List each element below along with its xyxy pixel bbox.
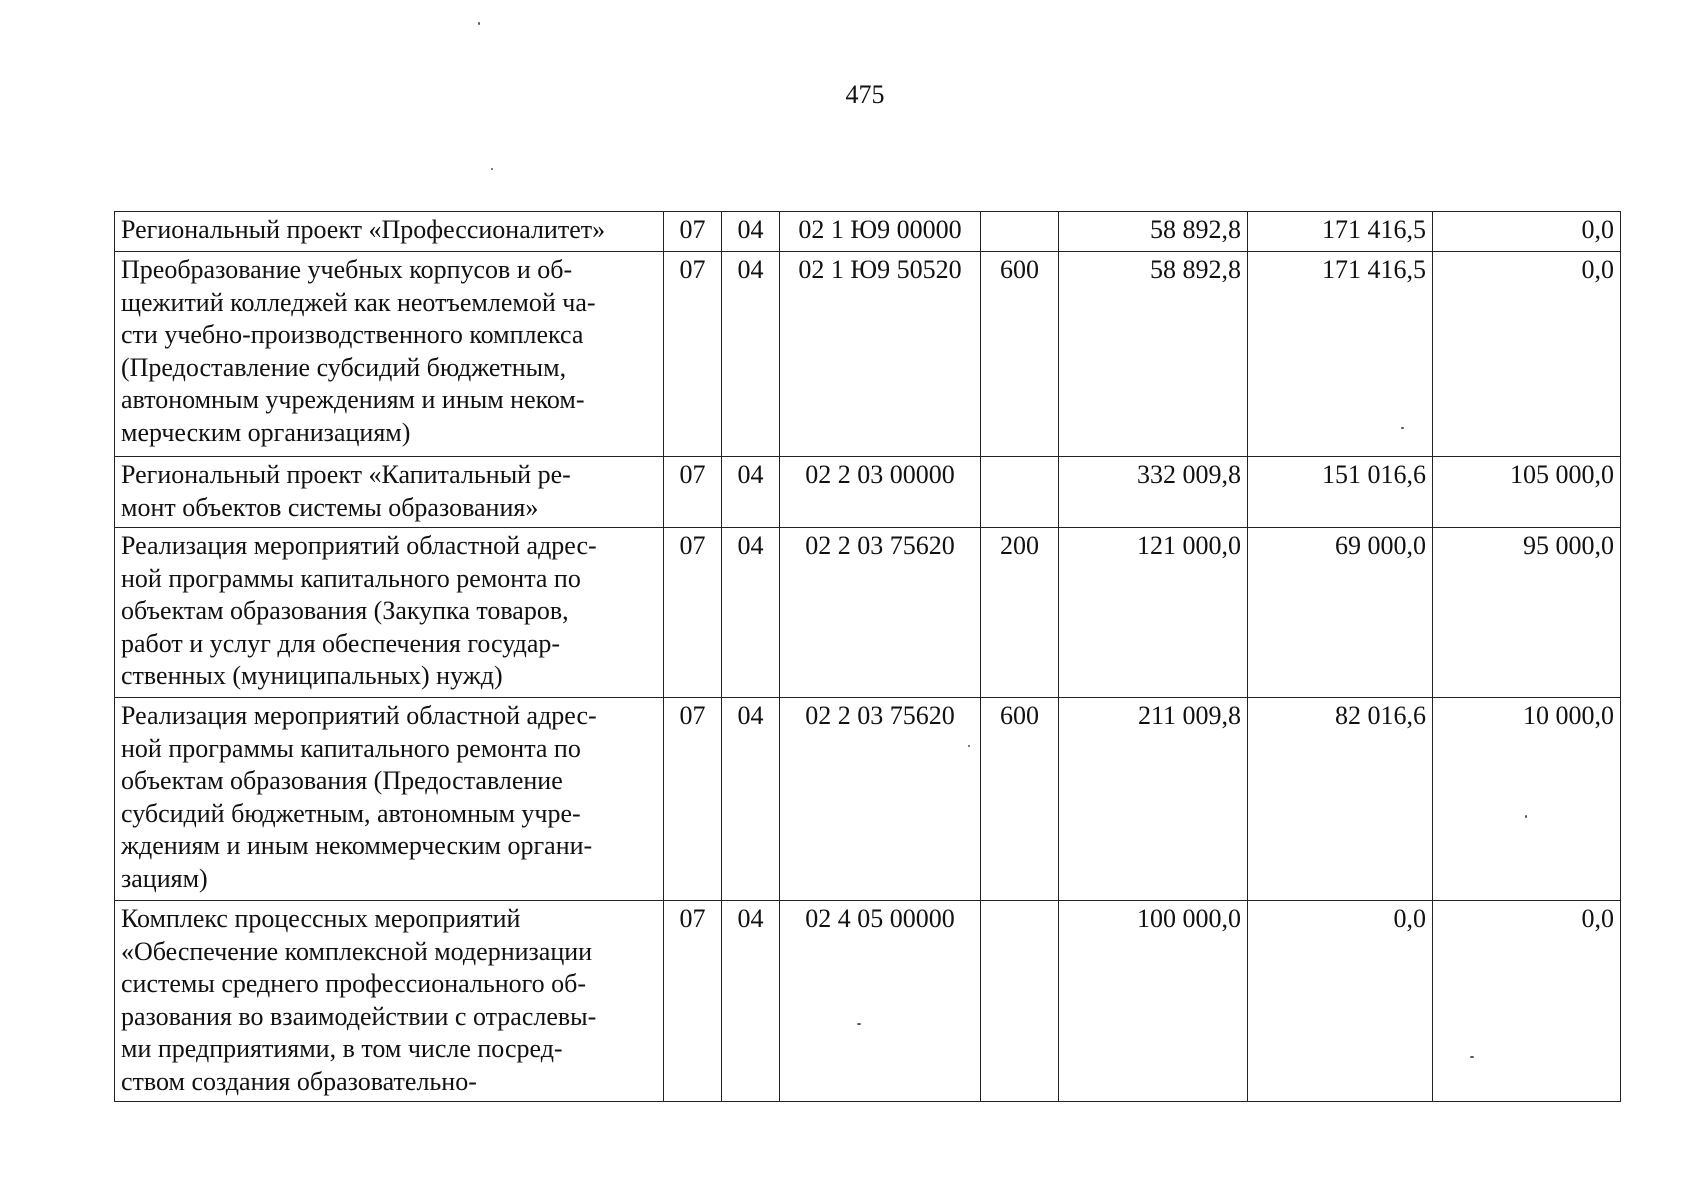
row-target-article: 02 4 05 00000 [780, 901, 981, 1102]
row-subsection-code: 04 [722, 457, 780, 528]
scan-speck [491, 168, 493, 170]
table-row [115, 252, 1621, 457]
row-amount-1: 58 892,8 [1059, 252, 1248, 457]
row-amount-1: 100 000,0 [1059, 901, 1248, 1102]
row-subsection-code: 04 [722, 698, 780, 901]
row-name: Реализация мероприятий областной адрес- ной программы капитального ремонта по объектам образования (Закупка товаров, работ и услуг для обеспечения государ- ственных (муниципальных) нужд) [115, 528, 664, 698]
row-amount-2: 0,0 [1248, 901, 1433, 1102]
row-expense-type: 600 [981, 252, 1059, 457]
row-expense-type: 600 [981, 698, 1059, 901]
row-subsection-code: 04 [722, 212, 780, 252]
row-amount-2: 82 016,6 [1248, 698, 1433, 901]
row-section-code: 07 [664, 698, 722, 901]
row-target-article: 02 2 03 75620 [780, 698, 981, 901]
row-amount-3: 105 000,0 [1433, 457, 1621, 528]
scan-speck [478, 22, 480, 25]
row-section-code: 07 [664, 528, 722, 698]
row-section-code: 07 [664, 212, 722, 252]
row-amount-3: 0,0 [1433, 212, 1621, 252]
row-amount-1: 332 009,8 [1059, 457, 1248, 528]
row-subsection-code: 04 [722, 901, 780, 1102]
row-expense-type [981, 212, 1059, 252]
row-expense-type [981, 901, 1059, 1102]
row-expense-type [981, 457, 1059, 528]
row-target-article: 02 1 Ю9 50520 [780, 252, 981, 457]
row-expense-type: 200 [981, 528, 1059, 698]
row-section-code: 07 [664, 457, 722, 528]
row-amount-2: 151 016,6 [1248, 457, 1433, 528]
table-row [115, 212, 1621, 252]
row-section-code: 07 [664, 252, 722, 457]
row-amount-3: 95 000,0 [1433, 528, 1621, 698]
page-number: 475 [845, 80, 885, 109]
row-amount-1: 121 000,0 [1059, 528, 1248, 698]
row-amount-3: 0,0 [1433, 901, 1621, 1102]
table-row [115, 698, 1621, 901]
row-target-article: 02 1 Ю9 00000 [780, 212, 981, 252]
table-row [115, 528, 1621, 698]
row-name: Реализация мероприятий областной адрес- ной программы капитального ремонта по объектам образования (Предоставление субсидий бюджетным, автономным учре- ждениям и иным некоммерческим органи- зациям) [115, 698, 664, 901]
row-name: Комплекс процессных мероприятий «Обеспечение комплексной модернизации системы среднего профессионального об- разования во взаимодействии с отраслевы- ми предприятиями, в том числе посред- ством создания образовательно- [115, 901, 664, 1102]
row-subsection-code: 04 [722, 252, 780, 457]
row-name: Региональный проект «Профессионалитет» [115, 212, 664, 252]
row-section-code: 07 [664, 901, 722, 1102]
row-amount-2: 69 000,0 [1248, 528, 1433, 698]
table-row [115, 901, 1621, 1102]
row-amount-1: 58 892,8 [1059, 212, 1248, 252]
row-amount-2: 171 416,5 [1248, 212, 1433, 252]
row-subsection-code: 04 [722, 528, 780, 698]
budget-table [114, 211, 1621, 1102]
row-amount-1: 211 009,8 [1059, 698, 1248, 901]
row-amount-3: 10 000,0 [1433, 698, 1621, 901]
row-amount-3: 0,0 [1433, 252, 1621, 457]
row-target-article: 02 2 03 75620 [780, 528, 981, 698]
row-name: Преобразование учебных корпусов и об- щежитий колледжей как неотъемлемой ча- сти учебно-производственного комплекса (Предоставление субсидий бюджетным, автономным учреждениям и иным неком- мерческим организациям) [115, 252, 664, 457]
row-target-article: 02 2 03 00000 [780, 457, 981, 528]
row-amount-2: 171 416,5 [1248, 252, 1433, 457]
table-row [115, 457, 1621, 528]
row-name: Региональный проект «Капитальный ре- монт объектов системы образования» [115, 457, 664, 528]
